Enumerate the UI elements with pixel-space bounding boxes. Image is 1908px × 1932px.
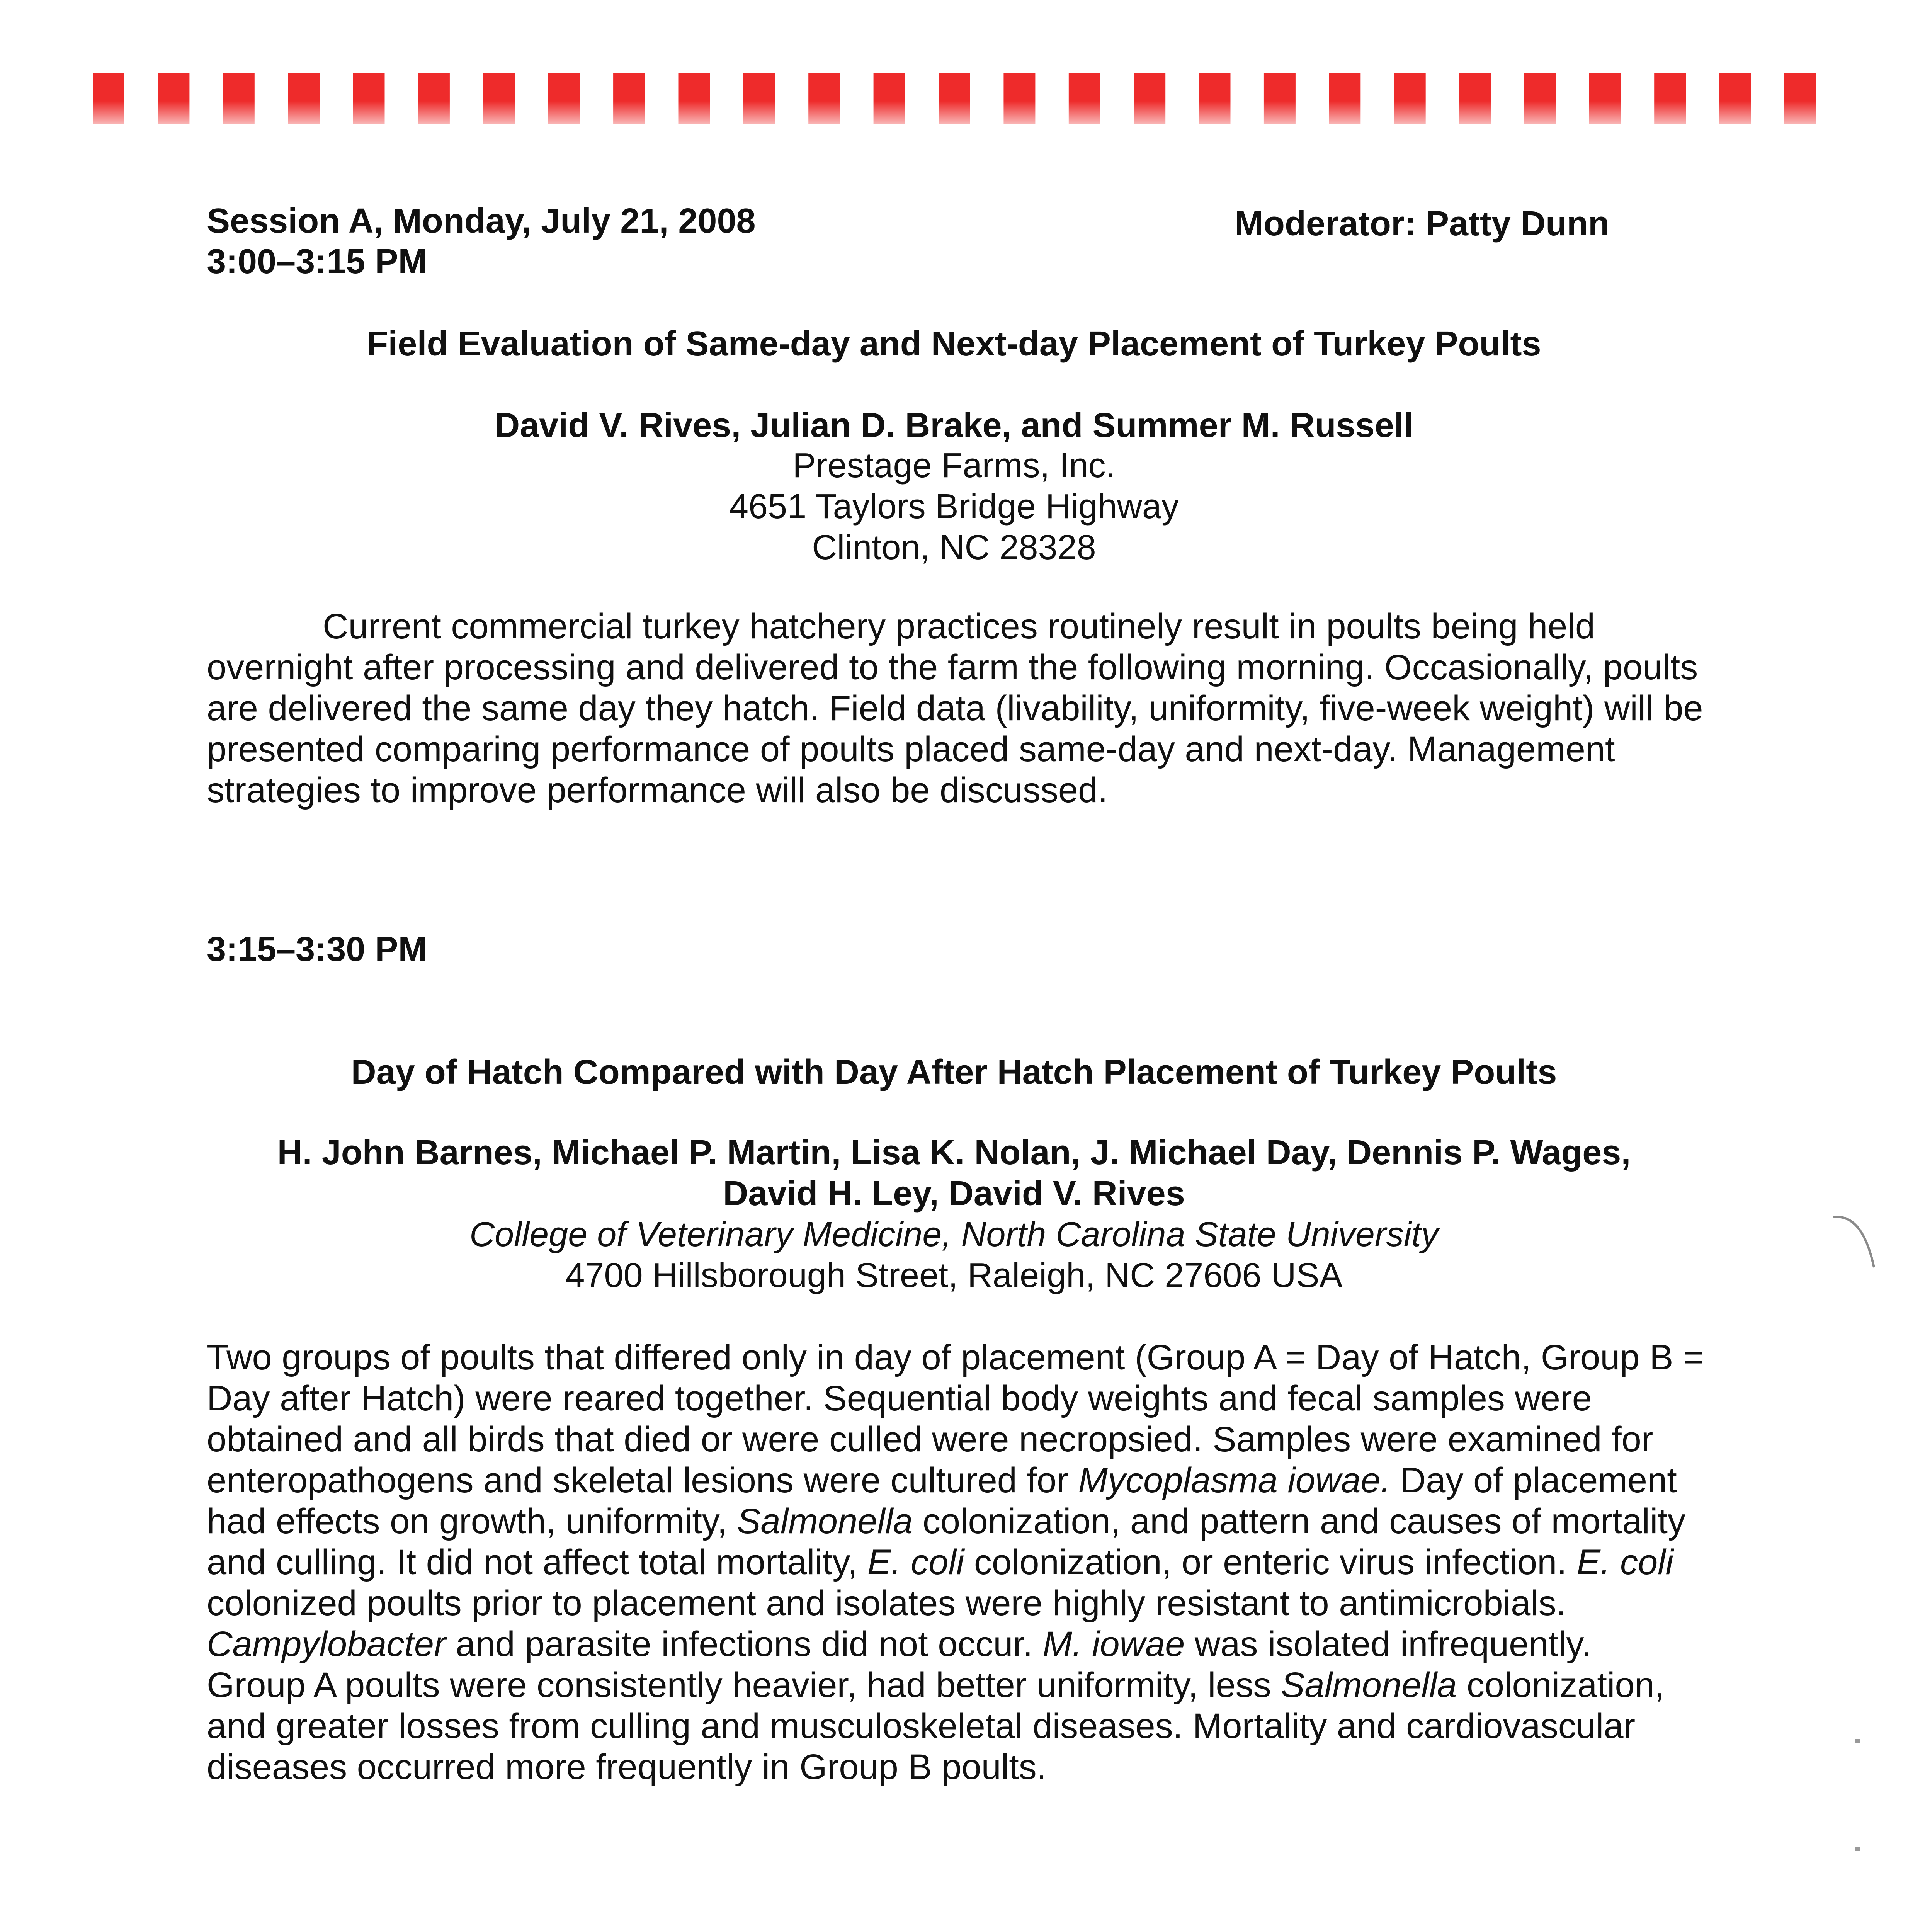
red-bar-segment [93, 73, 124, 124]
red-bar-segment [1784, 73, 1816, 124]
talk1-affiliation-line-1: Prestage Farms, Inc. [792, 446, 1116, 485]
red-bar-segment [1524, 73, 1556, 124]
species-name: Salmonella [737, 1502, 913, 1541]
talk2-title: Day of Hatch Compared with Day After Hatch Placement of Turkey Poults [351, 1053, 1557, 1092]
talk1-affiliation-line-2: 4651 Taylors Bridge Highway [729, 487, 1179, 526]
talk1-abstract-line: presented comparing performance of poults placed same-day and next-day. Management [207, 730, 1615, 769]
species-name: E. coli [1576, 1543, 1673, 1582]
red-bar-segment [223, 73, 255, 124]
talk1-title: Field Evaluation of Same-day and Next-day Placement of Turkey Poults [367, 325, 1541, 363]
red-bar-segment [743, 73, 775, 124]
species-name: E. coli [867, 1543, 964, 1582]
talk2-affiliation-line-1: College of Veterinary Medicine, North Carolina State University [469, 1215, 1439, 1254]
talk2-abstract-line: colonized poults prior to placement and isolates were highly resistant to antimicrobials. [207, 1583, 1566, 1623]
scan-margin-mark [1855, 1739, 1860, 1743]
red-bar-segment [1589, 73, 1621, 124]
text-run: colonization, [1457, 1665, 1665, 1705]
talk2-abstract-line [207, 1624, 1768, 1665]
talk2-abstract-line [207, 1501, 1768, 1542]
red-bar-segment [679, 73, 710, 124]
text-run: and culling. It did not affect total mortality, [207, 1543, 867, 1582]
red-bar-segment [874, 73, 905, 124]
species-name: M. iowae [1042, 1624, 1185, 1664]
species-name: Salmonella [1281, 1665, 1457, 1705]
talk1-abstract-line: Current commercial turkey hatchery practices routinely result in poults being held [323, 607, 1595, 646]
text-run: Group A poults were consistently heavier, had better uniformity, less [207, 1665, 1281, 1705]
talk2-abstract-line: Two groups of poults that differed only in day of placement (Group A = Day of Hatch, Group B = [207, 1338, 1704, 1377]
red-bar-segment [1003, 73, 1035, 124]
text-run: had effects on growth, uniformity, [207, 1502, 737, 1541]
talk1-abstract [207, 606, 1768, 811]
talk2-authors-line-2: David H. Ley, David V. Rives [723, 1174, 1185, 1213]
talk2-affiliation-line-2: 4700 Hillsborough Street, Raleigh, NC 27606 USA [565, 1256, 1343, 1295]
talk1-abstract-line: strategies to improve performance will also be discussed. [207, 770, 1108, 810]
red-bar-segment [288, 73, 320, 124]
text-run: and parasite infections did not occur. [446, 1624, 1043, 1664]
red-bar-segment [1134, 73, 1165, 124]
text-run: was isolated infrequently. [1185, 1624, 1592, 1664]
session-time-2: 3:15–3:30 PM [207, 930, 427, 969]
text-run: colonization, or enteric virus infection. [964, 1543, 1577, 1582]
scan-margin-mark [1831, 1209, 1878, 1271]
species-name: Mycoplasma iowae. [1078, 1461, 1391, 1500]
talk2-abstract-line: Day after Hatch) were reared together. Sequential body weights and fecal samples were [207, 1379, 1592, 1418]
talk2-abstract [207, 1337, 1768, 1787]
talk2-abstract-line: obtained and all birds that died or were culled were necropsied. Samples were examined for [207, 1420, 1653, 1459]
red-bar-segment [1459, 73, 1491, 124]
session-heading: Session A, Monday, July 21, 2008 [207, 202, 756, 240]
red-bar-segment [483, 73, 515, 124]
text-run: enteropathogens and skeletal lesions were cultured for [207, 1461, 1078, 1500]
red-bar-segment [353, 73, 385, 124]
red-bar-segment [158, 73, 189, 124]
talk1-authors: David V. Rives, Julian D. Brake, and Summer M. Russell [495, 406, 1413, 445]
red-bar-segment [1264, 73, 1296, 124]
red-bar-segment [1329, 73, 1360, 124]
red-bar-segment [418, 73, 450, 124]
talk2-affiliation [0, 1214, 1908, 1296]
scan-margin-mark [1855, 1847, 1860, 1851]
red-bar-segment [1069, 73, 1100, 124]
talk2-abstract-line: diseases occurred more frequently in Group B poults. [207, 1747, 1047, 1787]
talk1-affiliation [0, 445, 1908, 568]
talk2-abstract-line [207, 1542, 1768, 1583]
red-bar-segment [1654, 73, 1686, 124]
red-bar-segment [613, 73, 645, 124]
species-name: Campylobacter [207, 1624, 446, 1664]
decorative-red-bar [93, 73, 1816, 124]
red-bar-segment [1719, 73, 1751, 124]
moderator-label: Moderator: Patty Dunn [1235, 204, 1610, 243]
talk2-authors-line-1: H. John Barnes, Michael P. Martin, Lisa K. Nolan, J. Michael Day, Dennis P. Wages, [277, 1133, 1631, 1172]
red-bar-segment [1199, 73, 1231, 124]
text-run: Day of placement [1390, 1461, 1677, 1500]
talk2-abstract-line [207, 1665, 1768, 1706]
red-bar-segment [1394, 73, 1426, 124]
talk1-affiliation-line-3: Clinton, NC 28328 [812, 528, 1096, 567]
talk2-abstract-line [207, 1460, 1768, 1501]
talk1-abstract-line: overnight after processing and delivered to the farm the following morning. Occasionally, poults [207, 648, 1698, 687]
red-bar-segment [808, 73, 840, 124]
talk1-abstract-line: are delivered the same day they hatch. Field data (livability, uniformity, five-week weight) will be [207, 689, 1703, 728]
red-bar-segment [548, 73, 580, 124]
text-run: colonization, and pattern and causes of mortality [913, 1502, 1685, 1541]
red-bar-segment [939, 73, 970, 124]
talk2-abstract-line: and greater losses from culling and musculoskeletal diseases. Mortality and cardiovascular [207, 1706, 1636, 1746]
session-time-1: 3:00–3:15 PM [207, 242, 427, 281]
talk2-authors [0, 1132, 1908, 1214]
